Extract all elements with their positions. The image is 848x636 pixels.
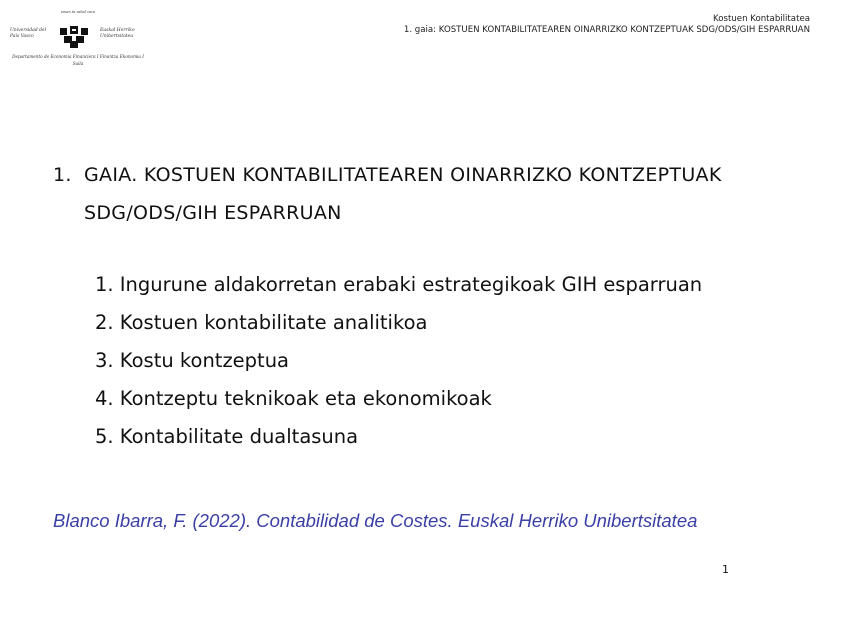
reference-citation: Blanco Ibarra, F. (2022). Contabilidad de Costes. Euskal Herriko Unibertsitatea (53, 510, 698, 531)
list-item: 4. Kontzeptu teknikoak eta ekonomikoak (95, 387, 492, 410)
university-emblem-icon (60, 26, 88, 48)
university-logo (8, 10, 148, 72)
slide-header (404, 14, 810, 36)
list-item: 1. Ingurune aldakorretan erabaki estrategikoak GIH esparruan (95, 273, 703, 296)
list-item: 3. Kostu kontzeptua (95, 349, 290, 372)
list-item: 5. Kontabilitate dualtasuna (95, 425, 359, 448)
header-course: Kostuen Kontabilitatea (713, 14, 810, 24)
logo-university-basque: Euskal Herriko Unibertsitatea (100, 28, 135, 39)
logo-motto: eman ta zabal zazu (61, 10, 95, 14)
topic-list (95, 269, 702, 459)
logo-university-spanish: Universidad del País Vasco (10, 28, 47, 39)
page-number: 1 (722, 563, 729, 576)
list-item: 2. Kostuen kontabilitate analitikoa (95, 311, 428, 334)
slide-title-text: GAIA. KOSTUEN KONTABILITATEAREN OINARRIZKO KONTZEPTUAK SDG/ODS/GIH ESPARRUAN (84, 164, 722, 224)
logo-department: Departamento de Economía Financiera I Finantza Ekonomia I Saila (12, 54, 144, 66)
header-topic: 1. gaia: KOSTUEN KONTABILITATEAREN OINARRIZKO KONTZEPTUAK SDG/ODS/GIH ESPARRUAN (403, 25, 810, 35)
slide-title-number: 1. (53, 164, 72, 186)
